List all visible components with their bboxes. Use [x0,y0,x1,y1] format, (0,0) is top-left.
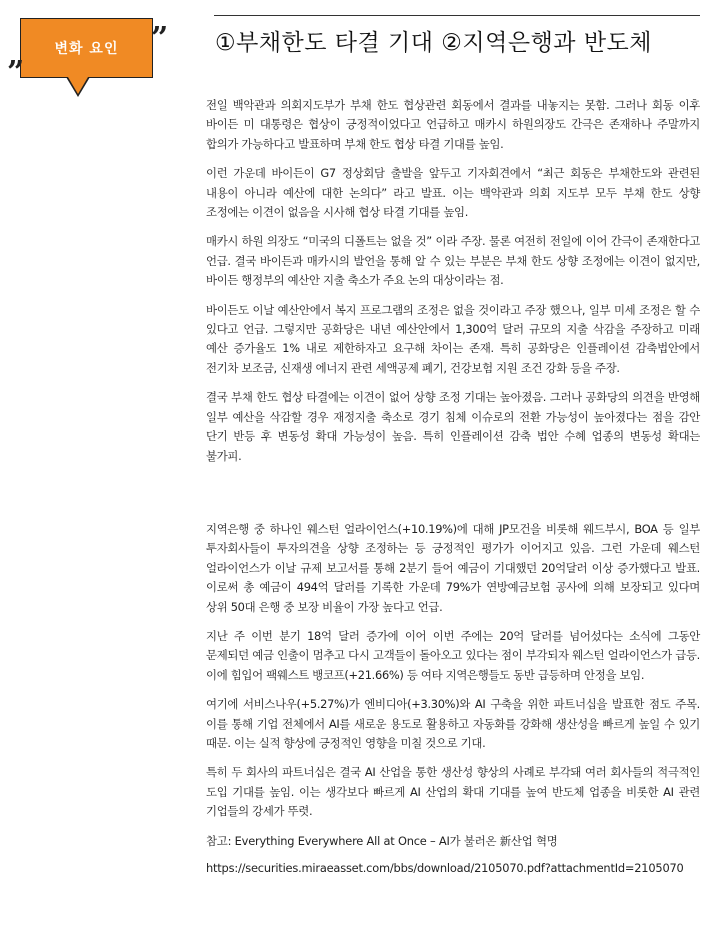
section-debt-ceiling [206,96,700,476]
paragraph: 매카시 하원 의장도 “미국의 디폴트는 없을 것” 이라 주장. 물론 여전히 전일에 이어 간극이 존재한다고 언급. 결국 바이든과 매카시의 발언을 통해 알 수 있는 부분은 부채 한도 상향 조정에는 이견이 없지만, 바이든 행정부의 예산안 지출 축소가 주요 논의 대상이라는 점. [206,234,700,288]
paragraph: 결국 부채 한도 협상 타결에는 이견이 없어 상향 조정 기대는 높아졌음. 그러나 공화당의 의견을 반영해 일부 예산을 삭감할 경우 재정지출 축소로 경기 침체 이슈로의 전환 가능성이 높아졌다는 점을 감안 단기 반등 후 변동성 확대 가능성이 높음. 특히 인플레이션 감축 법안 수혜 업종의 변동성 확대는 불가피. [206,390,700,463]
reference-link[interactable]: https://securities.miraeasset.com/bbs/download/2105070.pdf?attachmentId=2105070 [206,860,684,875]
paragraph: 전일 백악관과 의회지도부가 부채 한도 협상관련 회동에서 결과를 내놓지는 못함. 그러나 회동 이후 바이든 미 대통령은 협상이 긍정적이었다고 언급하고 매카시 하원의장도 간극은 존재하나 주말까지 합의가 가능하다고 발표하며 부채 한도 협상 타결 기대를 높임. [206,98,700,151]
paragraph: 이런 가운데 바이든이 G7 정상회담 출발을 앞두고 기자회견에서 “최근 회동은 부채한도와 관련된 내용이 아니라 예산에 대한 논의다” 라고 발표. 이는 백악관과 의회 지도부 모두 부채 한도 상향 조정에는 이견이 없음을 시사해 협상 타결 기대를 높임. [206,166,700,220]
badge-box [20,18,153,78]
close-quote-icon: ” [151,21,169,56]
open-quote-icon: ” [7,55,25,90]
reference-note: 참고: Everything Everywhere All at Once – AI가 불러온 新산업 혁명 [206,833,558,848]
badge-tail [68,77,88,94]
badge-label: 변화 요인 [54,41,119,57]
paragraph: 여기에 서비스나우(+5.27%)가 엔비디아(+3.30%)와 AI 구축을 위한 파트너십을 발표한 점도 주목. 이를 통해 기업 전체에서 AI를 새로운 용도로 활용하고 자동화를 강화해 생산성을 빠르게 높일 수 있기 때문. 이는 실적 향상에 긍정적인 영향을 미칠 것으로 기대. [206,697,700,751]
paragraph: 특히 두 회사의 파트너십은 결국 AI 산업을 통한 생산성 향상의 사례로 부각돼 여러 회사들의 적극적인 도입 기대를 높임. 이는 생각보다 빠르게 AI 산업의 확대 기대를 높여 반도체 업종을 비롯한 AI 관련 기업들의 강세가 뚜렷. [206,765,700,819]
paragraph: 바이든도 이날 예산안에서 복지 프로그램의 조정은 없을 것이라고 주장 했으나, 일부 미세 조정은 할 수 있다고 언급. 그렇지만 공화당은 내년 예산안에서 1,300억 달러 규모의 지출 삭감을 주장하고 미래 예산 증가율도 1% 내로 제한하자고 요구해 차이는 존재. 특히 공화당은 인플레이션 감축법안에서 전기차 보조금, 신재생 에너지 관련 세액공제 폐기, 건강보험 지원 조건 강화 등을 주장. [206,302,700,375]
header-rule [214,15,700,16]
paragraph: 지난 주 이번 분기 18억 달러 증가에 이어 이번 주에는 20억 달러를 넘어섰다는 소식에 그동안 문제되던 예금 인출이 멈추고 다시 고객들이 돌아오고 있다는 점이 부각되자 웨스턴 얼라이언스가 급등. 이에 힘입어 팩웨스트 뱅코프(+21.66%) 등 여타 지역은행들도 동반 급등하며 안정을 보임. [206,629,700,682]
section-regional-banks-semis [206,520,700,878]
page-title: ①부채한도 타결 기대 ②지역은행과 반도체 [215,30,652,56]
paragraph: 지역은행 중 하나인 웨스턴 얼라이언스(+10.19%)에 대해 JP모건을 비롯해 웨드부시, BOA 등 일부 투자회사들이 투자의견을 상향 조정하는 등 긍정적인 평가가 이어지고 있음. 그런 가운데 웨스턴 얼라이언스가 이날 규제 보고서를 통해 2분기 들어 예금이 기대했던 20억달러 이상 증가했다고 발표. 이로써 총 예금이 494억 달러를 기록한 가운데 79%가 연방예금보험 공사에 의해 보장되고 있다며 상위 50대 은행 중 보장 비율이 가장 높다고 언급. [206,522,700,614]
